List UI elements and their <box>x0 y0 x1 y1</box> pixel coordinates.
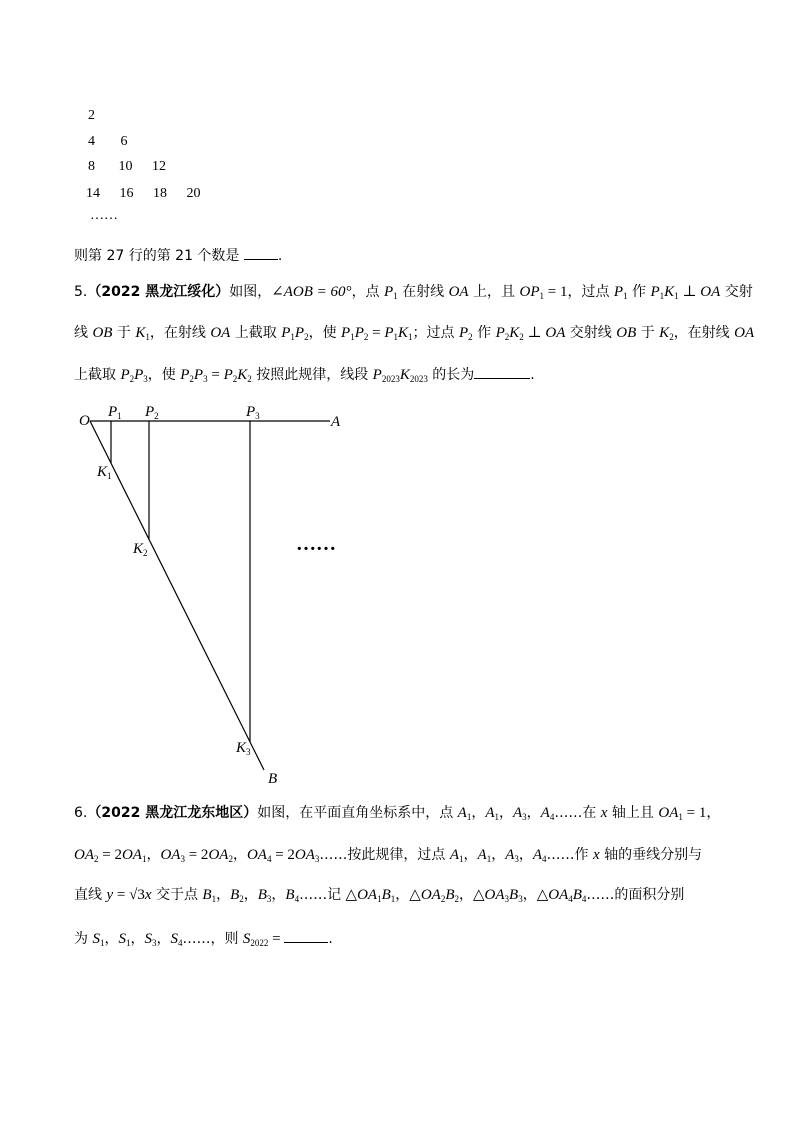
var-y: y <box>106 887 114 903</box>
label-k2: $K_2$ <box>133 541 148 558</box>
label-p3: $P_3$ <box>246 404 260 421</box>
ray-oa: OA <box>545 325 566 341</box>
q6-text: 轴的垂线分别与 <box>599 847 703 863</box>
triangle-cell: 4 <box>88 134 95 149</box>
segment-oa2: $OA_2$ <box>208 847 233 864</box>
triangle-cell: 14 <box>86 186 100 201</box>
q5-text: ，过点 <box>567 284 614 300</box>
q6-text: ……在 <box>554 805 601 821</box>
equals: = <box>268 931 285 947</box>
perp-symbol: ⊥ <box>678 284 701 300</box>
q5-text: 如图， <box>229 284 272 300</box>
comma: ， <box>499 805 513 821</box>
triangle-ellipsis: …… <box>90 208 118 223</box>
triangle-cell: 20 <box>186 186 201 201</box>
q6-text: 直线 <box>74 887 107 903</box>
comma: ， <box>104 931 119 947</box>
equals: = <box>113 887 130 903</box>
comma: ， <box>463 847 478 863</box>
triangle-oa3b3: $OA_3B_3$ <box>484 887 523 904</box>
point-p1: $P_1$ <box>384 284 398 301</box>
q5-value: = 1 <box>544 284 568 300</box>
comma: ， <box>146 847 161 863</box>
segment-p1k1: $P_1K_1$ <box>384 325 413 342</box>
q5-text: ，在射线 <box>149 325 211 341</box>
segment-p2p3: $P_2P_3$ <box>120 367 148 384</box>
ray-oa: OA <box>448 284 469 300</box>
q5-text: 上，且 <box>468 284 520 300</box>
comma: ， <box>232 847 247 863</box>
q5-text: 上截取 <box>74 367 121 383</box>
segment-p1p2: $P_1P_2$ <box>341 325 369 342</box>
point-b2: $B_2$ <box>230 887 244 904</box>
equals: = <box>207 367 224 383</box>
q6-text: 为 <box>74 931 93 947</box>
segment-oa3: $OA_3$ <box>160 847 185 864</box>
q5-text: 作 <box>627 284 651 300</box>
q6-text: ……的面积分别 <box>586 887 685 903</box>
ray-oa: OA <box>700 284 721 300</box>
q5-text: 的长为 <box>427 367 475 383</box>
segment-oa3: $OA_3$ <box>294 847 320 864</box>
equals: = 2 <box>98 847 122 863</box>
area-s1: $S_1$ <box>92 931 105 948</box>
q5-text: ，点 <box>351 284 385 300</box>
point-p1: $P_1$ <box>613 284 628 301</box>
comma: ， <box>156 931 171 947</box>
q6-period: . <box>328 931 333 947</box>
point-b3: $B_3$ <box>257 887 272 904</box>
point-a1: $A_1$ <box>457 805 472 822</box>
perp-symbol: ⊥ <box>523 325 546 341</box>
equals: = 2 <box>271 847 295 863</box>
ray-oa: OA <box>734 325 755 341</box>
q6-text: 轴上且 <box>607 805 659 821</box>
q5-period: . <box>530 367 535 383</box>
var-x: x <box>593 847 600 863</box>
figure-ellipsis: …… <box>296 533 336 555</box>
q5-text: 上截取 <box>230 325 282 341</box>
segment-oa1: $OA_1$ <box>658 805 683 822</box>
q6-text: ……按此规律，过点 <box>319 847 450 863</box>
q6-text: ……作 <box>546 847 593 863</box>
segment-p1p2: $P_1P_2$ <box>281 325 309 342</box>
comma: ， <box>518 847 533 863</box>
area-s4: $S_4$ <box>170 931 183 948</box>
comma: ， <box>216 887 231 903</box>
area-s2022: $S_{2022}$ <box>242 931 269 948</box>
label-o: O <box>79 413 90 429</box>
area-s2: $S_1$ <box>118 931 131 948</box>
q5-text: 作 <box>472 325 496 341</box>
point-a3: $A_3$ <box>513 805 527 822</box>
ray-ob: OB <box>616 325 637 341</box>
segment-p2k2: $P_2K_2$ <box>495 325 524 342</box>
point-a2: $A_1$ <box>485 805 499 822</box>
q6-text: ……记 <box>299 887 346 903</box>
q5-text: ；过点 <box>412 325 459 341</box>
triangle-cell: 10 <box>118 159 133 174</box>
q4-period: . <box>277 248 283 264</box>
label-b: B <box>268 771 278 787</box>
label-k1: $K_1$ <box>97 464 112 481</box>
comma: ， <box>271 887 286 903</box>
q4-text: 则第 27 行的第 21 个数是 <box>74 248 244 264</box>
q6-line-2 <box>74 845 702 865</box>
point-a1: $A_1$ <box>449 847 464 864</box>
var-x: x <box>144 887 152 903</box>
triangle-cell: 16 <box>119 186 134 201</box>
triangle-cell: 12 <box>152 159 166 174</box>
label-a: A <box>331 414 341 430</box>
comma: ， <box>706 805 721 821</box>
comma: ， <box>526 805 541 821</box>
var-x: x <box>600 805 608 821</box>
segment-p1k1: $P_1K_1$ <box>650 284 679 301</box>
segment-oa4: $OA_4$ <box>246 847 272 864</box>
angle-expression: ∠AOB = 60° <box>271 284 352 300</box>
q5-text: ，使 <box>147 367 181 383</box>
triangle-cell: 18 <box>153 186 167 201</box>
q6-text: ……，则 <box>182 931 243 947</box>
sqrt-3: √3 <box>129 887 145 903</box>
triangle-oa1b1: $OA_1B_1$ <box>357 887 396 904</box>
triangle-cell: 2 <box>88 108 95 123</box>
q6-line-4 <box>74 929 333 949</box>
question-number: 5. <box>74 284 88 300</box>
q6-text: 如图，在平面直角坐标系中，点 <box>257 805 458 821</box>
question-number: 6. <box>74 805 88 821</box>
triangle-symbol: △ <box>472 887 485 903</box>
area-s3: $S_3$ <box>144 931 157 948</box>
comma: ， <box>243 887 258 903</box>
q5-text: ，在射线 <box>673 325 735 341</box>
q5-text: 交射线 <box>565 325 617 341</box>
triangle-symbol: △ <box>345 887 358 903</box>
comma: ， <box>395 887 410 903</box>
q5-text: 交射 <box>720 284 753 300</box>
point-p2: $P_2$ <box>458 325 473 342</box>
point-a4: $A_4$ <box>540 805 555 822</box>
q5-text: 线 <box>74 325 93 341</box>
segment-p2023k2023: $P_{2023}K_{2023}$ <box>372 367 428 384</box>
q5-text: 按照此规律，线段 <box>251 367 373 383</box>
comma: ， <box>130 931 145 947</box>
segment-op1: $OP_1$ <box>519 284 544 301</box>
point-b1: $B_1$ <box>202 887 217 904</box>
q6-text: 交于点 <box>151 887 203 903</box>
ray-ob: OB <box>92 325 113 341</box>
q6-value: = 1 <box>682 805 707 821</box>
point-a3: $A_3$ <box>505 847 519 864</box>
triangle-oa4b4: $OA_4B_4$ <box>548 887 587 904</box>
label-p1: $P_1$ <box>108 404 122 421</box>
q6-line-1 <box>74 803 720 823</box>
question-source: （2022 黑龙江绥化） <box>87 284 230 300</box>
q5-text: 于 <box>636 325 660 341</box>
q5-text: 在射线 <box>397 284 449 300</box>
ray-oa: OA <box>210 325 231 341</box>
triangle-cell: 8 <box>88 159 95 174</box>
point-b4: $B_4$ <box>285 887 300 904</box>
triangle-symbol: △ <box>536 887 549 903</box>
comma: ， <box>522 887 537 903</box>
segment-oa1: $OA_1$ <box>121 847 147 864</box>
equals: = <box>368 325 385 341</box>
segment-p2p3: $P_2P_3$ <box>180 367 208 384</box>
point-a2: $A_1$ <box>477 847 492 864</box>
comma: ， <box>458 887 473 903</box>
comma: ， <box>491 847 506 863</box>
q5-text: 于 <box>112 325 136 341</box>
q5-text: ，使 <box>308 325 342 341</box>
point-k2: $K_2$ <box>659 325 674 342</box>
equals: = 2 <box>184 847 209 863</box>
question-source: （2022 黑龙江龙东地区） <box>87 805 258 821</box>
answer-blank[interactable] <box>284 930 328 943</box>
comma: ， <box>471 805 486 821</box>
q6-line-3 <box>74 885 684 905</box>
segment-p2k2: $P_2K_2$ <box>223 367 252 384</box>
triangle-symbol: △ <box>409 887 421 903</box>
point-a4: $A_4$ <box>532 847 547 864</box>
triangle-cell: 6 <box>120 134 128 149</box>
segment-oa2: $OA_2$ <box>74 847 99 864</box>
triangle-oa2b2: $OA_2B_2$ <box>420 887 459 904</box>
label-p2: $P_2$ <box>145 404 159 421</box>
ray-ob-line <box>90 421 264 770</box>
label-k3: $K_3$ <box>236 740 251 757</box>
point-k1: $K_1$ <box>135 325 150 342</box>
